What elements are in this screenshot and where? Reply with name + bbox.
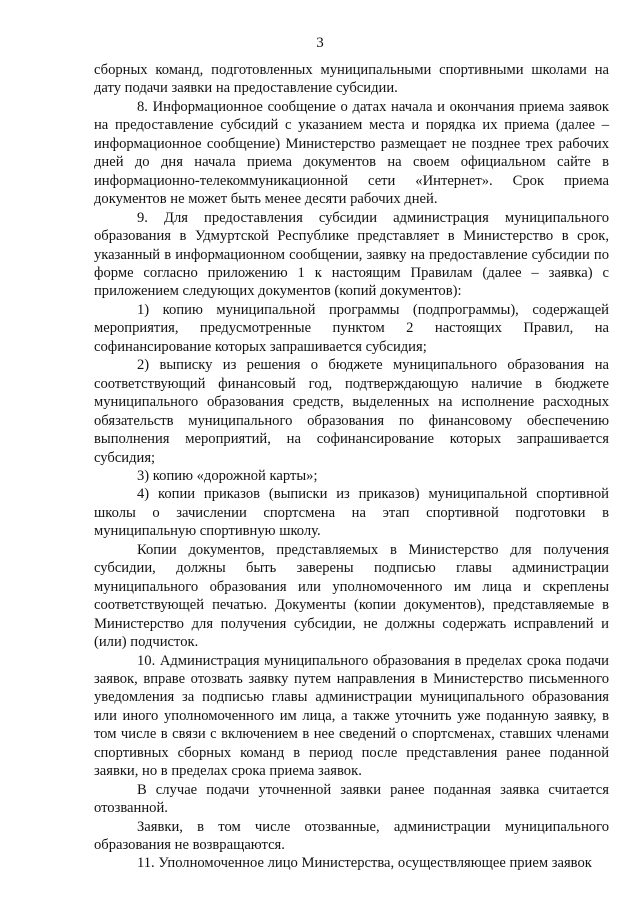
paragraph-item-8: 8. Информационное сообщение о датах начала и окончания приема заявок на предоставление субсидий с указанием места и порядка их приема (далее – информационное сообщение) Министерство размещает не позднее трех рабочих дней до дня начала приема документов на своем официальном сайте в информационно-телекоммуникационной сети «Интернет». Срок приема документов не может быть менее десяти рабочих дней. — [94, 98, 609, 208]
paragraph-item-10: 10. Администрация муниципального образования в пределах срока подачи заявок, вправе отозвать заявку путем направления в Министерство письменного уведомления за подписью главы администрации муниципального образования или иного уполномоченного им лица, а также уточнить уже поданную заявку, в том числе в связи с включением в нее сведений о спортсменах, ставших членами спортивных сборных команд в период после представления ранее поданной заявки, но в пределах срока приема заявок. — [94, 652, 609, 780]
document-body — [94, 61, 609, 873]
paragraph-revised-application: В случае подачи уточненной заявки ранее поданная заявка считается отозванной. — [94, 781, 609, 817]
paragraph-item-9: 9. Для предоставления субсидии администрация муниципального образования в Удмуртской Республике представляет в Министерство в срок, указанный в информационном сообщении, заявку на предоставление субсидии по форме согласно приложению 1 к настоящим Правилам (далее – заявка) с приложением следующих документов (копий документов): — [94, 209, 609, 300]
paragraph-copies: Копии документов, представляемых в Министерство для получения субсидии, должны быть заверены подписью главы администрации муниципального образования или уполномоченного им лица и скреплены соответствующей печатью. Документы (копии документов), представляемые в Министерство для получения субсидии, не должны содержать исправлений и (или) подчисток. — [94, 541, 609, 651]
paragraph-continuation: сборных команд, подготовленных муниципальными спортивными школами на дату подачи заявки на предоставление субсидии. — [94, 62, 609, 97]
paragraph-item-11: 11. Уполномоченное лицо Министерства, осуществляющее прием заявок — [137, 855, 592, 872]
list-item-1: 1) копию муниципальной программы (подпрограммы), содержащей мероприятия, предусмотренные пунктом 2 настоящих Правил, на софинансирование которых запрашивается субсидия; — [94, 301, 609, 355]
paragraph-applications-not-returned: Заявки, в том числе отозванные, администрации муниципального образования не возвращаются. — [94, 818, 609, 854]
list-item-3: 3) копию «дорожной карты»; — [137, 467, 318, 484]
page-number: 3 — [316, 35, 324, 51]
list-item-4: 4) копии приказов (выписки из приказов) муниципальной спортивной школы о зачислении спортсмена на этап спортивной подготовки в муниципальную спортивную школу. — [94, 486, 609, 540]
list-item-2: 2) выписку из решения о бюджете муниципального образования на соответствующий финансовый год, подтверждающую наличие в бюджете муниципального образования средств, выделенных на исполнение расходных обязательств муниципального образования по финансовому обеспечению выполнения мероприятий, на софинансирование которых запрашивается субсидия; — [94, 357, 609, 466]
